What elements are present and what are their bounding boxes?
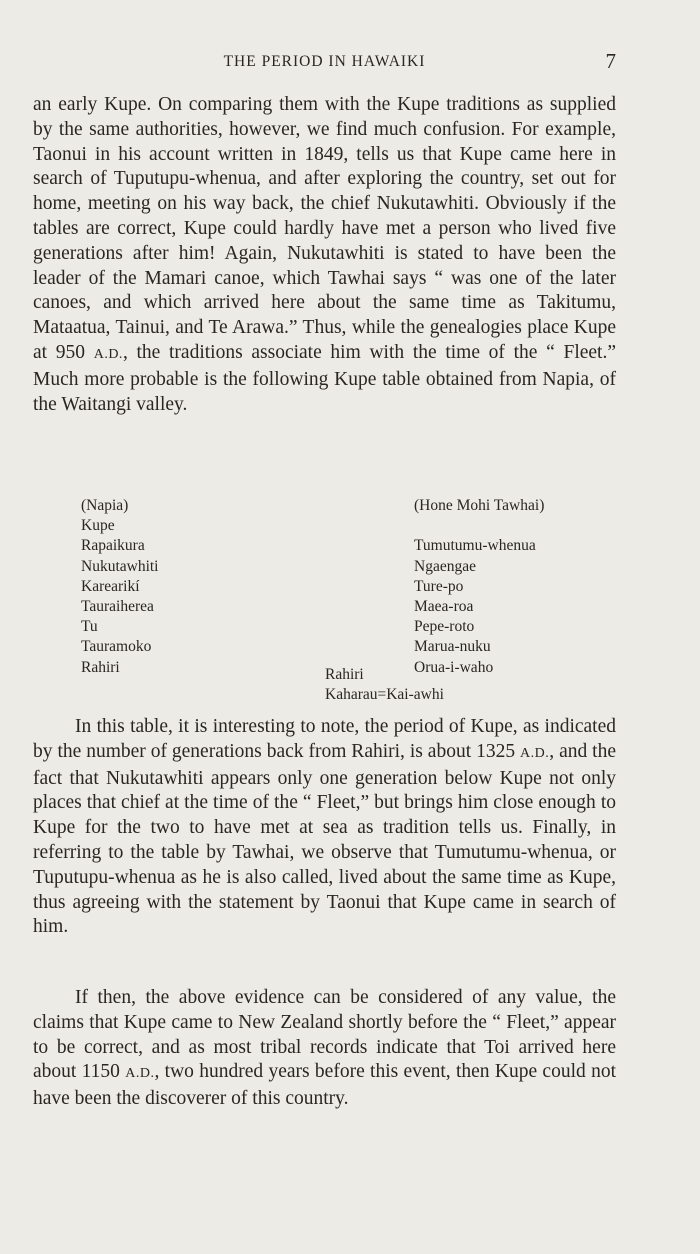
era-abbrev: A.D. [520, 745, 550, 761]
table-row: Tauraiherea [81, 598, 154, 616]
napia-header: (Napia) [81, 497, 129, 514]
table-row: Rapaikura [81, 537, 145, 555]
table-row: Tu [81, 618, 98, 636]
tawhai-column [414, 496, 544, 678]
era-abbrev: A.D. [93, 346, 123, 362]
table-row: Tauramoko [81, 638, 152, 656]
table-row: Ture-po [414, 577, 464, 595]
paragraph-2-text-a: In this table, it is interesting to note, the period of Kupe, as indicated by the number of generations back from Rahiri, is about 1325 [33, 716, 616, 762]
table-row: Orua-i-waho [414, 658, 494, 676]
paragraph-2-text-b: , and the fact that Nukutawhiti appears only one generation below Kupe not only places that chief at the time of the “ Fleet,” but brings him close enough to Kupe for the two to have met at sea as tradition tells us. Finally, in referring to the table by Tawhai, we observe that Tumutumu-whenua, or Tuputupu-whenua as he is also called, lived about the same time as Kupe, thus agreeing with the statement by Taonui that Kupe came in search of him. [33, 740, 616, 938]
table-row: Nukutawhiti [81, 557, 159, 575]
napia-column [81, 496, 159, 678]
table-row: Ngaengae [414, 557, 476, 575]
era-abbrev: A.D. [125, 1066, 155, 1082]
tawhai-header: (Hone Mohi Tawhai) [414, 497, 545, 514]
paragraph-1 [33, 93, 616, 417]
table-row: Karearikí [81, 577, 140, 595]
table-row: Tumutumu-whenua [414, 537, 536, 555]
paragraph-1-text-a: an early Kupe. On comparing them with the Kupe traditions as supplied by the same authorities, however, we find much confusion. For example, Taonui in his account written in 1849, tells us that Kupe came here in search of Tuputupu-whenua, and after exploring the country, set out for home, meeting on his way back, the chief Nukutawhiti. Obviously if the tables are correct, Kupe could hardly have met a person who lived five generations after him! Again, Nukutawhiti is stated to have been the leader of the Mamari canoe, which Tawhai says “ was one of the later canoes, and which arrived here about the same time as Takitumu, Mataatua, Tainui, and Te Arawa.” Thus, while the genealogies place Kupe at 950 [33, 94, 616, 363]
table-row [414, 516, 544, 536]
table-row: Pepe-roto [414, 618, 475, 636]
paragraph-3 [33, 986, 616, 1112]
rahiri-junction: Rahiri [325, 666, 364, 683]
marriage-line: Kaharau=Kai-awhi [325, 686, 444, 703]
page-number: 7 [605, 49, 616, 73]
running-title: THE PERIOD IN HAWAIKI [223, 53, 426, 70]
table-row: Rahiri [81, 658, 120, 676]
table-row: Kupe [81, 517, 115, 535]
table-row: Maea-roa [414, 598, 474, 616]
paragraph-3-text-a: If then, the above evidence can be considered of any value, the claims that Kupe came to New Zealand shortly before the “ Fleet,” appear to be correct, and as most tribal records indicate that Toi arrived here about 1150 [33, 987, 616, 1083]
paragraph-1-text-b: , the traditions associate him with the time of the “ Fleet.” Much more probable is the following Kupe table obtained from Napia, of the Waitangi valley. [33, 341, 616, 415]
running-head [33, 50, 616, 74]
paragraph-2 [33, 715, 616, 940]
table-row: Marua-nuku [414, 638, 491, 656]
paragraph-3-text-b: , two hundred years before this event, then Kupe could not have been the discoverer of this country. [33, 1061, 616, 1110]
